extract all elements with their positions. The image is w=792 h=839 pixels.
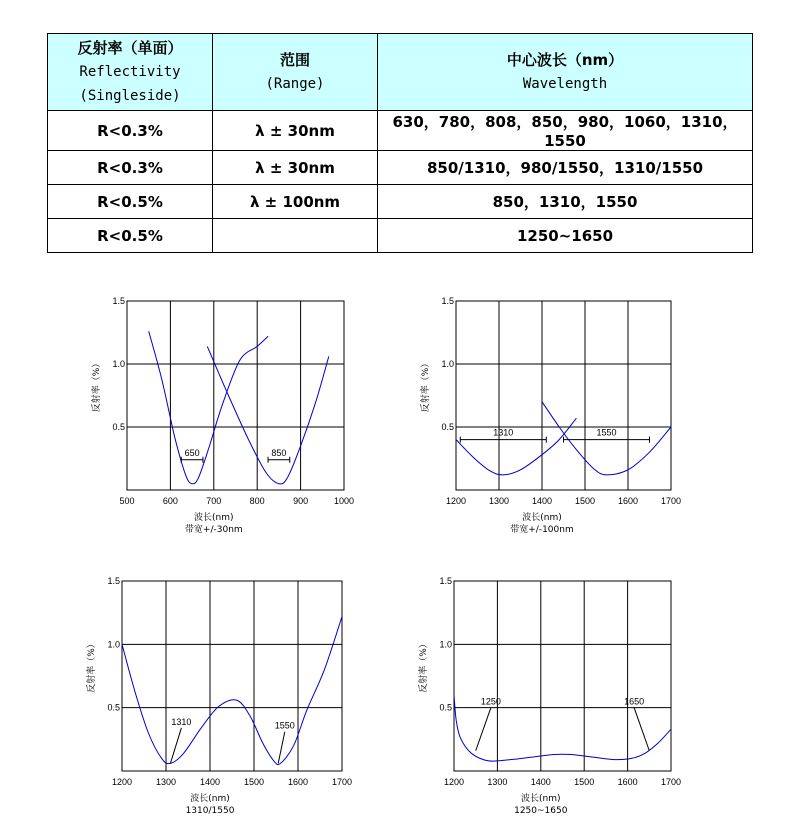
- series-line: [542, 402, 671, 475]
- x-tick-label: 1300: [155, 777, 177, 787]
- y-axis-label: 反射率（%）: [421, 358, 431, 413]
- y-tick-label: 1.0: [439, 639, 452, 650]
- annotation-leader: [634, 708, 649, 751]
- x-axis-label: 波长(nm): [521, 794, 561, 804]
- cell-wavelength: 850，1310，1550: [378, 185, 753, 219]
- plot-area: [127, 301, 344, 490]
- reflectivity-chart-1310-1550-dual: [82, 569, 357, 819]
- cell-reflectivity: R<0.5%: [48, 185, 213, 219]
- cell-range: [213, 219, 378, 253]
- cell-wavelength: 850/1310，980/1550，1310/1550: [378, 151, 753, 185]
- x-tick-label: 800: [249, 496, 265, 506]
- table-row: [48, 185, 753, 219]
- cell-wavelength: 1250~1650: [378, 219, 753, 253]
- x-axis-label: 波长(nm): [522, 513, 562, 523]
- x-tick-label: 700: [206, 496, 222, 506]
- x-tick-label: 1000: [333, 496, 355, 506]
- chart-svg: [412, 569, 692, 819]
- y-tick-label: 1.0: [441, 359, 454, 369]
- spec-table: [47, 33, 753, 253]
- y-tick-label: 0.5: [107, 702, 120, 713]
- x-tick-label: 1400: [199, 777, 221, 787]
- series-line: [149, 331, 268, 484]
- cell-range: λ ± 100nm: [213, 185, 378, 219]
- x-tick-label: 1300: [487, 777, 508, 787]
- reflectivity-chart-1310-1550-wide: [412, 290, 692, 540]
- x-tick-label: 1400: [530, 777, 551, 787]
- series-line: [207, 346, 328, 484]
- header-range: [213, 34, 378, 111]
- y-axis-label: 反射率（%）: [87, 639, 97, 693]
- plot-area: [122, 581, 342, 771]
- cell-range: λ ± 30nm: [213, 111, 378, 151]
- x-tick-label: 900: [293, 496, 309, 506]
- header-wavelength-zh: 中心波长（nm）: [506, 51, 624, 69]
- y-tick-label: 1.5: [441, 296, 454, 306]
- x-tick-label: 1500: [574, 777, 595, 787]
- y-axis-label: 反射率（%）: [92, 358, 102, 413]
- chart-svg: [86, 290, 356, 540]
- plot-area: [454, 581, 671, 771]
- wavelength-annotation: 1310: [493, 427, 514, 438]
- x-tick-label: 1600: [617, 777, 638, 787]
- x-tick-label: 1700: [331, 777, 353, 787]
- x-tick-label: 1600: [617, 496, 639, 506]
- table-row: [48, 151, 753, 185]
- x-axis-label: 波长(nm): [190, 794, 230, 804]
- cell-reflectivity: R<0.3%: [48, 151, 213, 185]
- cell-wavelength: 630，780，808，850，980，1060，1310，1550: [378, 111, 753, 151]
- header-wavelength: [378, 34, 753, 111]
- x-tick-label: 1700: [660, 777, 682, 787]
- wavelength-annotation: 1310: [171, 716, 192, 727]
- x-tick-label: 1200: [443, 777, 465, 787]
- table-row: [48, 111, 753, 151]
- header-reflectivity-zh: 反射率（单面）: [77, 39, 183, 57]
- wavelength-annotation: 850: [271, 447, 287, 458]
- x-tick-label: 600: [162, 496, 178, 506]
- chart-caption: 带宽+/-100nm: [510, 525, 574, 535]
- x-tick-label: 1600: [287, 777, 309, 787]
- y-tick-label: 0.5: [112, 422, 125, 432]
- x-axis-label: 波长(nm): [194, 513, 234, 523]
- reflectivity-chart-650-850: [86, 290, 356, 540]
- y-tick-label: 0.5: [441, 422, 454, 432]
- table-row: [48, 219, 753, 253]
- y-tick-label: 1.0: [112, 359, 125, 369]
- chart-caption: 1310/1550: [185, 806, 235, 816]
- table-header-row: [48, 34, 753, 111]
- y-tick-label: 1.0: [107, 639, 120, 650]
- chart-caption: 1250~1650: [514, 806, 568, 816]
- y-tick-label: 1.5: [107, 576, 120, 586]
- x-tick-label: 1300: [488, 496, 510, 506]
- header-range-zh: 范围: [279, 51, 310, 69]
- header-reflectivity: [48, 34, 213, 111]
- wavelength-annotation: 650: [184, 447, 200, 458]
- header-reflectivity-en1: Reflectivity: [79, 64, 181, 80]
- chart-svg: [82, 569, 357, 819]
- y-tick-label: 0.5: [439, 702, 452, 713]
- cell-range: λ ± 30nm: [213, 151, 378, 185]
- cell-reflectivity: R<0.5%: [48, 219, 213, 253]
- chart-svg: [412, 290, 692, 540]
- x-tick-label: 1400: [531, 496, 553, 506]
- annotation-leader: [476, 708, 491, 751]
- x-tick-label: 1500: [243, 777, 265, 787]
- series-line: [122, 617, 342, 765]
- reflectivity-chart-1250-1650: [412, 569, 692, 819]
- wavelength-annotation: 1550: [274, 720, 295, 731]
- x-tick-label: 500: [119, 496, 135, 506]
- header-reflectivity-en2: (Singleside): [79, 88, 181, 104]
- x-tick-label: 1500: [574, 496, 596, 506]
- x-tick-label: 1200: [111, 777, 133, 787]
- annotation-leader: [278, 732, 285, 764]
- header-wavelength-en: Wavelength: [522, 76, 608, 92]
- x-tick-label: 1700: [660, 496, 682, 506]
- chart-caption: 带宽+/-30nm: [184, 525, 243, 535]
- header-range-en: (Range): [265, 76, 325, 92]
- wavelength-annotation: 1250: [480, 696, 501, 707]
- y-tick-label: 1.5: [112, 296, 125, 306]
- y-tick-label: 1.5: [439, 576, 452, 586]
- cell-reflectivity: R<0.3%: [48, 111, 213, 151]
- wavelength-annotation: 1650: [624, 696, 645, 707]
- wavelength-annotation: 1550: [596, 427, 617, 438]
- x-tick-label: 1200: [445, 496, 467, 506]
- y-axis-label: 反射率（%）: [419, 639, 429, 693]
